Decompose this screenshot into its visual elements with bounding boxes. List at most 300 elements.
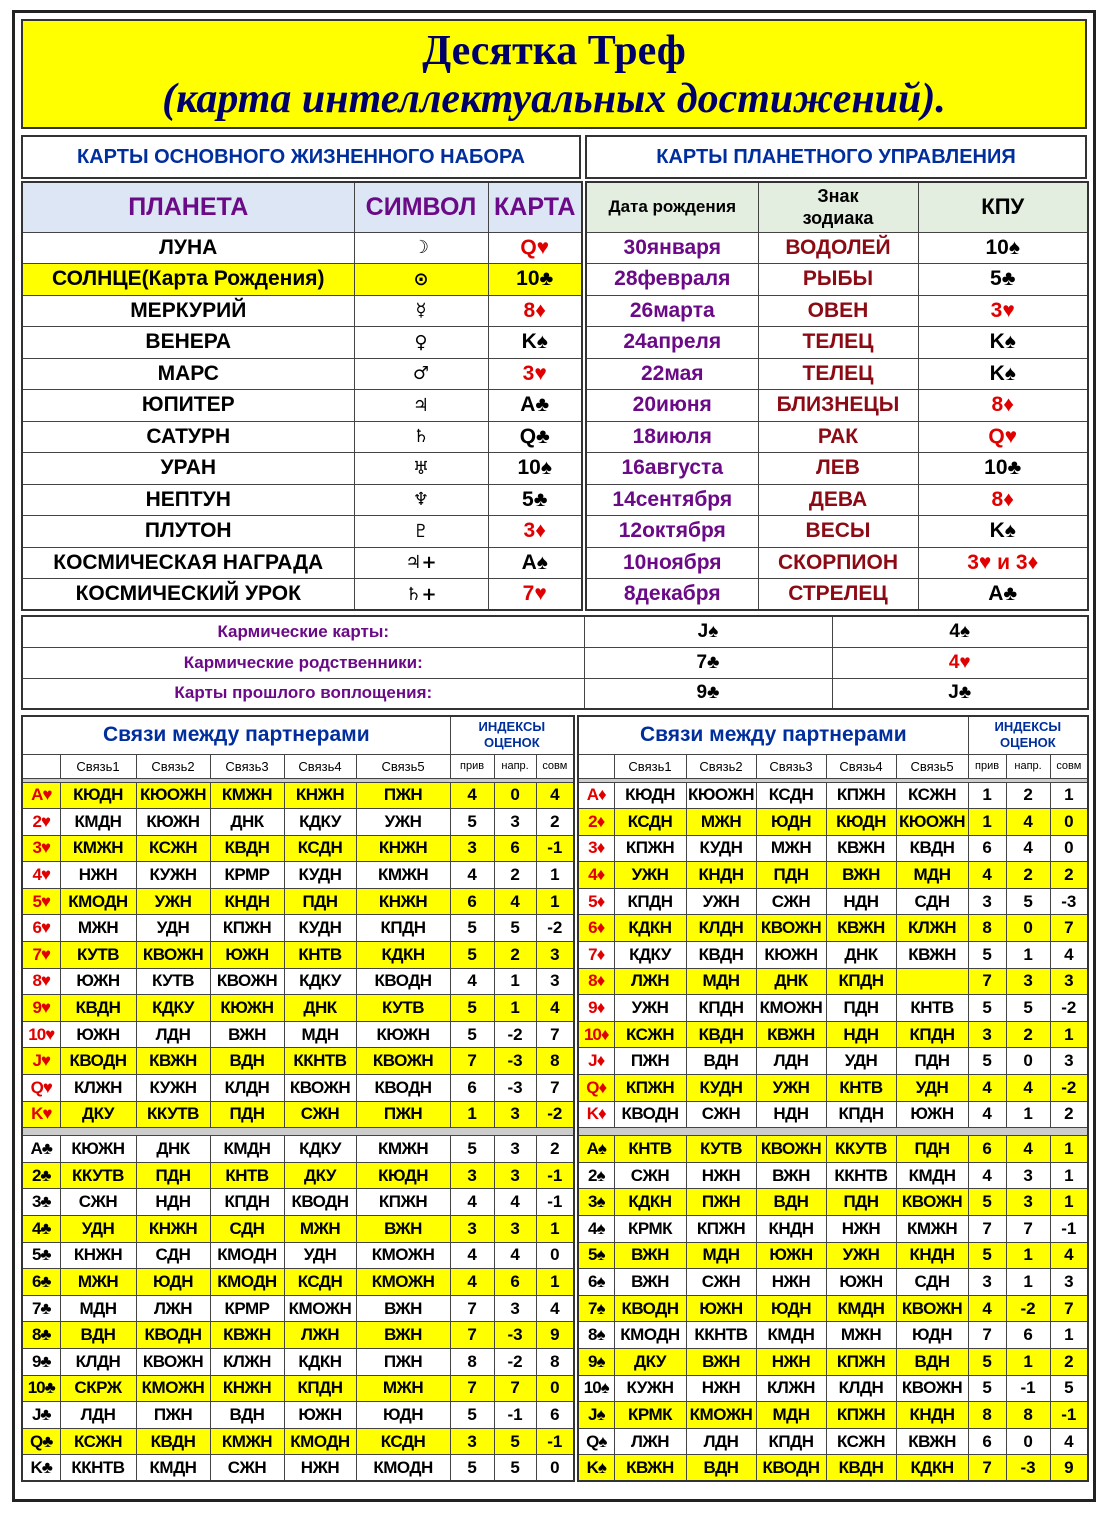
link-cell: КЮЖН xyxy=(210,995,284,1022)
link-card: 6♣ xyxy=(22,1269,60,1296)
link-cell: КВЖН xyxy=(136,1048,210,1075)
link-cell: КНЖН xyxy=(136,1216,210,1243)
score-cell: 4 xyxy=(494,888,536,915)
link-cell: МДН xyxy=(896,862,968,889)
score-cell: 2 xyxy=(1006,1021,1050,1048)
link-cell: ВЖН xyxy=(756,1162,826,1189)
kpu-date: 18июля xyxy=(586,421,758,453)
link-cell: КПДН xyxy=(826,968,896,995)
planet-symbol: ♆ xyxy=(354,484,488,516)
link-row xyxy=(578,1048,1088,1075)
score-cell: 8 xyxy=(536,1048,574,1075)
link-cell: КСЖН xyxy=(60,1428,136,1455)
link-cell: КНДН xyxy=(756,1216,826,1243)
link-card: 2♥ xyxy=(22,809,60,836)
link-cell: НДН xyxy=(826,888,896,915)
link-cell: КЮОЖН xyxy=(896,809,968,836)
score-cell: 0 xyxy=(1006,1428,1050,1455)
kpu-row xyxy=(586,232,1088,264)
score-cell: -1 xyxy=(1050,1216,1088,1243)
link-card: 9♥ xyxy=(22,995,60,1022)
link-row xyxy=(578,1269,1088,1296)
link-cell: ДНК xyxy=(210,809,284,836)
link-cell: КЮДН xyxy=(826,809,896,836)
score-cell: 7 xyxy=(450,1048,494,1075)
column-header: Связь4 xyxy=(826,754,896,778)
planet-symbol: ⊙ xyxy=(354,264,488,296)
link-row xyxy=(22,1136,574,1163)
column-header: Связь5 xyxy=(896,754,968,778)
score-cell: 3 xyxy=(1006,1189,1050,1216)
score-cell: 5 xyxy=(494,915,536,942)
score-cell: 3 xyxy=(494,1101,536,1128)
spacer-cell xyxy=(22,1128,574,1136)
score-cell: 5 xyxy=(968,1375,1006,1402)
score-cell: 2 xyxy=(536,809,574,836)
link-cell: МДН xyxy=(686,1242,756,1269)
link-card: 2♦ xyxy=(578,809,614,836)
kpu-card: Q♥ xyxy=(918,421,1088,453)
column-header: Связь1 xyxy=(60,754,136,778)
link-cell: МДН xyxy=(284,1021,356,1048)
link-cell: КЛДН xyxy=(210,1075,284,1102)
link-cell: КВОЖН xyxy=(356,1048,450,1075)
document-page xyxy=(12,10,1096,1502)
links-title: Связи между партнерами xyxy=(578,716,968,754)
score-cell: 2 xyxy=(536,1136,574,1163)
link-cell: КНЖН xyxy=(60,1242,136,1269)
link-row xyxy=(578,1428,1088,1455)
link-cell: УДН xyxy=(284,1242,356,1269)
planet-name: СОЛНЦЕ(Карта Рождения) xyxy=(22,264,354,296)
score-cell: -2 xyxy=(1050,1075,1088,1102)
link-cell: ЛДН xyxy=(756,1048,826,1075)
link-row xyxy=(22,1242,574,1269)
link-card: 2♠ xyxy=(578,1162,614,1189)
spacer-row xyxy=(22,1128,574,1136)
link-cell: КЛЖН xyxy=(756,1375,826,1402)
links-header-row xyxy=(578,716,1088,754)
link-cell: СДН xyxy=(136,1242,210,1269)
links-columns-row xyxy=(578,754,1088,778)
link-cell: КМОДН xyxy=(60,888,136,915)
link-cell: ККНТВ xyxy=(284,1048,356,1075)
link-card: 7♥ xyxy=(22,942,60,969)
link-row xyxy=(22,1455,574,1482)
link-cell: ЮЖН xyxy=(896,1101,968,1128)
link-row xyxy=(578,1242,1088,1269)
link-row xyxy=(22,1075,574,1102)
kpu-date: 10ноября xyxy=(586,547,758,579)
link-cell: ККНТВ xyxy=(686,1322,756,1349)
kpu-sign: ВЕСЫ xyxy=(758,516,918,548)
kpu-row xyxy=(586,453,1088,485)
link-row xyxy=(22,942,574,969)
kpu-row xyxy=(586,484,1088,516)
score-cell: 5 xyxy=(1006,995,1050,1022)
planet-name: МАРС xyxy=(22,358,354,390)
link-cell: ВЖН xyxy=(826,862,896,889)
score-cell: 7 xyxy=(536,1075,574,1102)
score-cell: -1 xyxy=(1006,1375,1050,1402)
link-row xyxy=(578,942,1088,969)
link-cell: КМДН xyxy=(210,1136,284,1163)
link-cell: КВОДН xyxy=(356,968,450,995)
column-header: Связь3 xyxy=(210,754,284,778)
link-card: A♥ xyxy=(22,782,60,809)
link-row xyxy=(22,1021,574,1048)
score-cell: 3 xyxy=(536,942,574,969)
column-header: напр. xyxy=(1006,754,1050,778)
link-cell: КВЖН xyxy=(826,915,896,942)
planet-name: НЕПТУН xyxy=(22,484,354,516)
score-cell: 3 xyxy=(1050,968,1088,995)
score-cell: 6 xyxy=(968,835,1006,862)
link-cell: КЛЖН xyxy=(60,1075,136,1102)
planet-row xyxy=(22,579,582,611)
link-row xyxy=(22,1216,574,1243)
link-cell: КЛДН xyxy=(826,1375,896,1402)
link-cell: КМДН xyxy=(136,1455,210,1482)
planet-symbol: ♄+ xyxy=(354,579,488,611)
link-card: 3♦ xyxy=(578,835,614,862)
link-cell: КДКУ xyxy=(284,968,356,995)
link-card: 5♠ xyxy=(578,1242,614,1269)
score-cell: 5 xyxy=(450,809,494,836)
score-cell: 3 xyxy=(1006,1162,1050,1189)
link-cell: СЖН xyxy=(614,1162,686,1189)
link-cell: КПЖН xyxy=(826,1348,896,1375)
link-cell: КДКУ xyxy=(614,942,686,969)
score-cell: 0 xyxy=(1050,809,1088,836)
score-cell: 0 xyxy=(536,1242,574,1269)
score-cell: 4 xyxy=(1050,1242,1088,1269)
score-cell: 4 xyxy=(968,1295,1006,1322)
link-cell: КВОЖН xyxy=(896,1189,968,1216)
score-cell: 1 xyxy=(968,809,1006,836)
kpu-card: 10♠ xyxy=(918,232,1088,264)
link-row xyxy=(578,1021,1088,1048)
karmic-card-2: 4♥ xyxy=(832,647,1088,678)
planet-card: 10♣ xyxy=(488,264,582,296)
link-cell: КВЖН xyxy=(896,1428,968,1455)
score-cell: 3 xyxy=(450,1216,494,1243)
link-card: A♣ xyxy=(22,1136,60,1163)
link-card: 5♦ xyxy=(578,888,614,915)
link-cell: КВЖН xyxy=(826,835,896,862)
score-cell: 5 xyxy=(494,1455,536,1482)
link-cell: КВОДН xyxy=(60,1048,136,1075)
link-card: K♦ xyxy=(578,1101,614,1128)
kpu-sign: СКОРПИОН xyxy=(758,547,918,579)
link-cell: МЖН xyxy=(60,915,136,942)
link-row xyxy=(22,1402,574,1429)
link-cell: ДНК xyxy=(136,1136,210,1163)
link-card: 8♦ xyxy=(578,968,614,995)
link-row xyxy=(578,1348,1088,1375)
link-cell: МЖН xyxy=(686,809,756,836)
link-cell: КПЖН xyxy=(826,1402,896,1429)
link-cell: КМОДН xyxy=(356,1455,450,1482)
link-cell: НЖН xyxy=(756,1269,826,1296)
planet-row xyxy=(22,453,582,485)
link-row xyxy=(22,1375,574,1402)
link-card: K♠ xyxy=(578,1455,614,1482)
link-cell: ЮЖН xyxy=(686,1295,756,1322)
link-cell: СЖН xyxy=(756,888,826,915)
link-card: 3♠ xyxy=(578,1189,614,1216)
link-card: A♦ xyxy=(578,782,614,809)
score-cell: 8 xyxy=(1006,1402,1050,1429)
link-cell: НЖН xyxy=(826,1216,896,1243)
link-cell: СЖН xyxy=(284,1101,356,1128)
planet-symbol: ☽ xyxy=(354,232,488,264)
link-row xyxy=(22,809,574,836)
link-cell: КВОЖН xyxy=(756,915,826,942)
kpu-sign: ТЕЛЕЦ xyxy=(758,327,918,359)
link-row xyxy=(578,1295,1088,1322)
score-cell: 7 xyxy=(450,1295,494,1322)
link-cell: КВЖН xyxy=(896,942,968,969)
link-cell: КУДН xyxy=(284,862,356,889)
karmic-row xyxy=(22,678,1088,709)
link-cell: КМДН xyxy=(896,1162,968,1189)
link-cell: КВДН xyxy=(896,835,968,862)
link-row xyxy=(578,1136,1088,1163)
link-cell: КЮДН xyxy=(614,782,686,809)
link-cell xyxy=(896,968,968,995)
planet-row xyxy=(22,232,582,264)
link-card: 9♦ xyxy=(578,995,614,1022)
kpu-row xyxy=(586,547,1088,579)
link-cell: КНЖН xyxy=(210,1375,284,1402)
link-cell: КПДН xyxy=(826,1101,896,1128)
kpu-row xyxy=(586,327,1088,359)
link-cell: СЖН xyxy=(686,1101,756,1128)
score-cell: 1 xyxy=(450,1101,494,1128)
link-row xyxy=(578,862,1088,889)
link-cell: ЛЖН xyxy=(614,968,686,995)
link-cell: КМЖН xyxy=(896,1216,968,1243)
link-cell: ЮЖН xyxy=(60,968,136,995)
link-card: 5♣ xyxy=(22,1242,60,1269)
score-cell: 8 xyxy=(536,1348,574,1375)
score-cell: 4 xyxy=(450,968,494,995)
score-cell: 3 xyxy=(968,1021,1006,1048)
link-cell: КПЖН xyxy=(210,915,284,942)
score-cell: 6 xyxy=(536,1402,574,1429)
score-cell: 3 xyxy=(1050,1048,1088,1075)
score-cell: 4 xyxy=(450,1189,494,1216)
link-cell: КПЖН xyxy=(826,782,896,809)
link-cell: ВДН xyxy=(60,1322,136,1349)
score-cell: -3 xyxy=(1006,1455,1050,1482)
page-title xyxy=(21,19,1087,129)
link-row xyxy=(578,1075,1088,1102)
score-cell: 4 xyxy=(494,1189,536,1216)
planet-row xyxy=(22,390,582,422)
link-card: 5♥ xyxy=(22,888,60,915)
karmic-label: Кармические родственники: xyxy=(22,647,584,678)
link-cell: УДН xyxy=(60,1216,136,1243)
score-cell: 2 xyxy=(1050,1101,1088,1128)
zodiac-header-line-1: Знак xyxy=(817,186,859,207)
score-cell: 4 xyxy=(450,862,494,889)
kpu-date: 28февраля xyxy=(586,264,758,296)
link-row xyxy=(578,888,1088,915)
score-cell: 4 xyxy=(968,862,1006,889)
link-cell: ЮДН xyxy=(756,1295,826,1322)
karmic-row xyxy=(22,616,1088,647)
planet-card: 8♦ xyxy=(488,295,582,327)
link-cell: КНЖН xyxy=(284,782,356,809)
score-cell: 8 xyxy=(968,1402,1006,1429)
link-cell: ВДН xyxy=(686,1455,756,1482)
link-cell: ККУТВ xyxy=(136,1101,210,1128)
link-cell: КСДН xyxy=(284,835,356,862)
link-cell: ЛЖН xyxy=(284,1322,356,1349)
link-row xyxy=(22,995,574,1022)
kpu-card: 8♦ xyxy=(918,484,1088,516)
score-cell: 7 xyxy=(968,1322,1006,1349)
link-cell: СДН xyxy=(896,888,968,915)
link-cell: ВДН xyxy=(686,1048,756,1075)
link-cell: КВЖН xyxy=(210,1322,284,1349)
planet-row xyxy=(22,484,582,516)
link-cell: МЖН xyxy=(826,1322,896,1349)
planet-card: 3♥ xyxy=(488,358,582,390)
link-cell: КВДН xyxy=(60,995,136,1022)
score-cell: 4 xyxy=(494,1242,536,1269)
link-cell: КДКН xyxy=(356,942,450,969)
link-cell: НЖН xyxy=(756,1348,826,1375)
link-cell: НЖН xyxy=(284,1455,356,1482)
karmic-card-1: 7♣ xyxy=(584,647,832,678)
score-cell: 9 xyxy=(1050,1455,1088,1482)
link-cell: КМДН xyxy=(826,1295,896,1322)
planet-card: Q♥ xyxy=(488,232,582,264)
kpu-sign: РЫБЫ xyxy=(758,264,918,296)
planet-name: УРАН xyxy=(22,453,354,485)
planet-table xyxy=(21,181,583,611)
link-cell: КПДН xyxy=(756,1428,826,1455)
link-cell: КВОЖН xyxy=(284,1075,356,1102)
link-cell: ВЖН xyxy=(210,1021,284,1048)
link-cell: КНТВ xyxy=(614,1136,686,1163)
score-cell: 5 xyxy=(968,942,1006,969)
score-cell: 1 xyxy=(536,1216,574,1243)
link-row xyxy=(22,1295,574,1322)
kpu-sign: РАК xyxy=(758,421,918,453)
score-cell: 7 xyxy=(1050,915,1088,942)
score-cell: 1 xyxy=(1050,1189,1088,1216)
score-cell: 1 xyxy=(1050,1021,1088,1048)
kpu-sign: ОВЕН xyxy=(758,295,918,327)
date-header: Дата рождения xyxy=(586,182,758,232)
link-cell: КМЖН xyxy=(210,782,284,809)
link-cell: КНДН xyxy=(210,888,284,915)
link-cell: ВЖН xyxy=(614,1242,686,1269)
link-cell: ВДН xyxy=(896,1348,968,1375)
link-cell: КВОЖН xyxy=(136,1348,210,1375)
score-cell: 7 xyxy=(494,1375,536,1402)
link-cell: ЮЖН xyxy=(756,1242,826,1269)
link-cell: МЖН xyxy=(60,1269,136,1296)
planet-name: ЮПИТЕР xyxy=(22,390,354,422)
score-cell: 1 xyxy=(1006,1269,1050,1296)
section-header-life-set: КАРТЫ ОСНОВНОГО ЖИЗНЕННОГО НАБОРА xyxy=(21,135,581,179)
link-card: 4♠ xyxy=(578,1216,614,1243)
link-cell: КНЖН xyxy=(356,888,450,915)
link-card: J♥ xyxy=(22,1048,60,1075)
link-row xyxy=(22,1189,574,1216)
link-cell: НДН xyxy=(826,1021,896,1048)
score-cell: 8 xyxy=(968,915,1006,942)
score-cell: 4 xyxy=(536,782,574,809)
link-cell: КДКН xyxy=(614,915,686,942)
link-cell: ВЖН xyxy=(614,1269,686,1296)
kpu-header: КПУ xyxy=(918,182,1088,232)
planet-row xyxy=(22,421,582,453)
link-card: 10♦ xyxy=(578,1021,614,1048)
score-cell: 4 xyxy=(450,1269,494,1296)
link-cell: КВДН xyxy=(136,1428,210,1455)
link-cell: ЮЖН xyxy=(826,1269,896,1296)
score-cell: 5 xyxy=(450,995,494,1022)
score-cell: 1 xyxy=(1050,1322,1088,1349)
link-cell: КУТВ xyxy=(136,968,210,995)
link-cell: УЖН xyxy=(614,862,686,889)
score-cell: 0 xyxy=(1006,915,1050,942)
score-cell: 6 xyxy=(494,1269,536,1296)
link-card: 10♣ xyxy=(22,1375,60,1402)
link-card: Q♠ xyxy=(578,1428,614,1455)
link-cell: КСДН xyxy=(356,1428,450,1455)
kpu-card: 3♥ xyxy=(918,295,1088,327)
link-cell: УЖН xyxy=(756,1075,826,1102)
link-cell: КДКУ xyxy=(284,809,356,836)
score-cell: 3 xyxy=(1006,968,1050,995)
link-cell: КВДН xyxy=(210,835,284,862)
score-cell: 7 xyxy=(1006,1216,1050,1243)
link-card: 4♥ xyxy=(22,862,60,889)
link-cell: КУЖН xyxy=(136,862,210,889)
link-cell: КПДН xyxy=(210,1189,284,1216)
link-cell: КЛЖН xyxy=(896,915,968,942)
link-cell: КВОДН xyxy=(136,1322,210,1349)
column-header: Связь2 xyxy=(686,754,756,778)
link-cell: ЮЖН xyxy=(60,1021,136,1048)
score-cell: 1 xyxy=(1006,1101,1050,1128)
column-header: совм xyxy=(536,754,574,778)
link-cell: МДН xyxy=(756,1402,826,1429)
score-cell: 4 xyxy=(450,1242,494,1269)
links-table-left xyxy=(21,715,575,1482)
link-row xyxy=(22,915,574,942)
score-cell: 6 xyxy=(450,1075,494,1102)
score-cell: 3 xyxy=(450,835,494,862)
link-cell: КСЖН xyxy=(896,782,968,809)
score-cell: 0 xyxy=(536,1455,574,1482)
planet-name: ПЛУТОН xyxy=(22,516,354,548)
score-cell: 5 xyxy=(968,1189,1006,1216)
link-cell: КДКН xyxy=(896,1455,968,1482)
link-cell: ЛДН xyxy=(136,1021,210,1048)
link-row xyxy=(22,968,574,995)
link-cell: КВОЖН xyxy=(756,1136,826,1163)
score-cell: 3 xyxy=(494,1162,536,1189)
link-cell: КМОЖН xyxy=(136,1375,210,1402)
